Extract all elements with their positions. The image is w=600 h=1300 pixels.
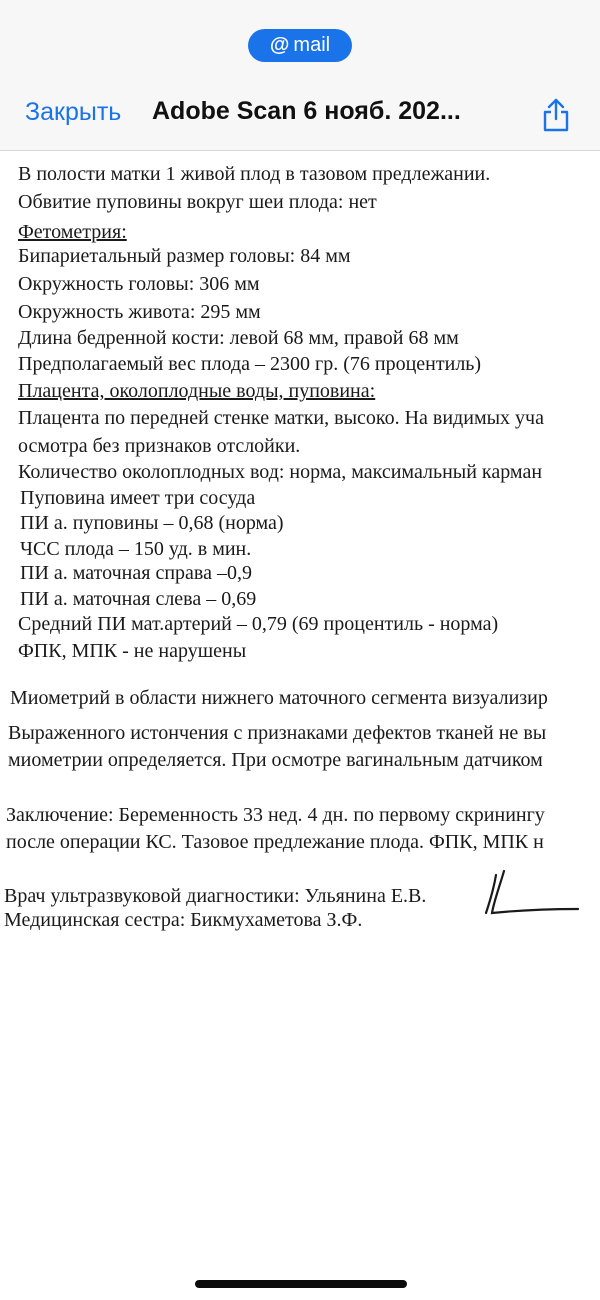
doctor-signature-line: Врач ультразвуковой диагностики: Ульянина Е.В. bbox=[4, 885, 427, 907]
doc-line: Окружность живота: 295 мм bbox=[18, 301, 261, 323]
doc-line: ФПК, МПК - не нарушены bbox=[18, 640, 247, 662]
doc-line: Плацента по передней стенке матки, высоко. На видимых уча bbox=[18, 407, 544, 429]
doc-line: Предполагаемый вес плода – 2300 гр. (76 процентиль) bbox=[18, 353, 482, 375]
doc-line: В полости матки 1 живой плод в тазовом предлежании. bbox=[18, 163, 491, 185]
at-icon: @ bbox=[269, 34, 290, 56]
doc-line: Окружность головы: 306 мм bbox=[18, 273, 260, 295]
handwritten-signature bbox=[482, 867, 582, 923]
mail-app-pill[interactable] bbox=[248, 29, 352, 62]
doc-line: ЧСС плода – 150 уд. в мин. bbox=[20, 538, 252, 560]
doc-line: Пуповина имеет три сосуда bbox=[20, 487, 256, 509]
doc-line: Длина бедренной кости: левой 68 мм, правой 68 мм bbox=[18, 327, 459, 349]
doc-line: Обвитие пуповины вокруг шеи плода: нет bbox=[18, 191, 377, 213]
close-button[interactable]: Закрыть bbox=[25, 98, 122, 126]
document-title: Adobe Scan 6 нояб. 202... bbox=[152, 97, 461, 125]
home-indicator[interactable] bbox=[195, 1280, 407, 1288]
doc-line: Средний ПИ мат.артерий – 0,79 (69 процентиль - норма) bbox=[18, 613, 499, 635]
mail-pill-label: mail bbox=[293, 34, 331, 56]
conclusion-line: Заключение: Беременность 33 нед. 4 дн. по первому скринингу bbox=[6, 804, 545, 826]
doc-line: Миометрий в области нижнего маточного сегмента визуализир bbox=[10, 687, 548, 709]
doc-line: миометрии определяется. При осмотре вагинальным датчиком bbox=[8, 749, 543, 771]
doc-line: Количество околоплодных вод: норма, максимальный карман bbox=[18, 461, 543, 483]
share-icon[interactable] bbox=[541, 97, 571, 133]
doc-line: осмотра без признаков отслойки. bbox=[18, 435, 301, 457]
doc-line: Выраженного истончения с признаками дефектов тканей не вы bbox=[8, 722, 547, 744]
conclusion-line: после операции КС. Тазовое предлежание плода. ФПК, МПК н bbox=[6, 831, 544, 853]
nurse-line: Медицинская сестра: Бикмухаметова З.Ф. bbox=[4, 909, 363, 931]
doc-line: ПИ а. маточная слева – 0,69 bbox=[20, 588, 257, 610]
doc-line: ПИ а. маточная справа –0,9 bbox=[20, 562, 252, 584]
section-heading-fetometry: Фетометрия: bbox=[18, 221, 127, 243]
doc-line: Бипариетальный размер головы: 84 мм bbox=[18, 245, 351, 267]
doc-line: ПИ а. пуповины – 0,68 (норма) bbox=[20, 512, 284, 534]
scanned-document bbox=[0, 151, 600, 1261]
navigation-bar bbox=[0, 0, 600, 151]
section-heading-placenta: Плацента, околоплодные воды, пуповина: bbox=[18, 380, 376, 402]
